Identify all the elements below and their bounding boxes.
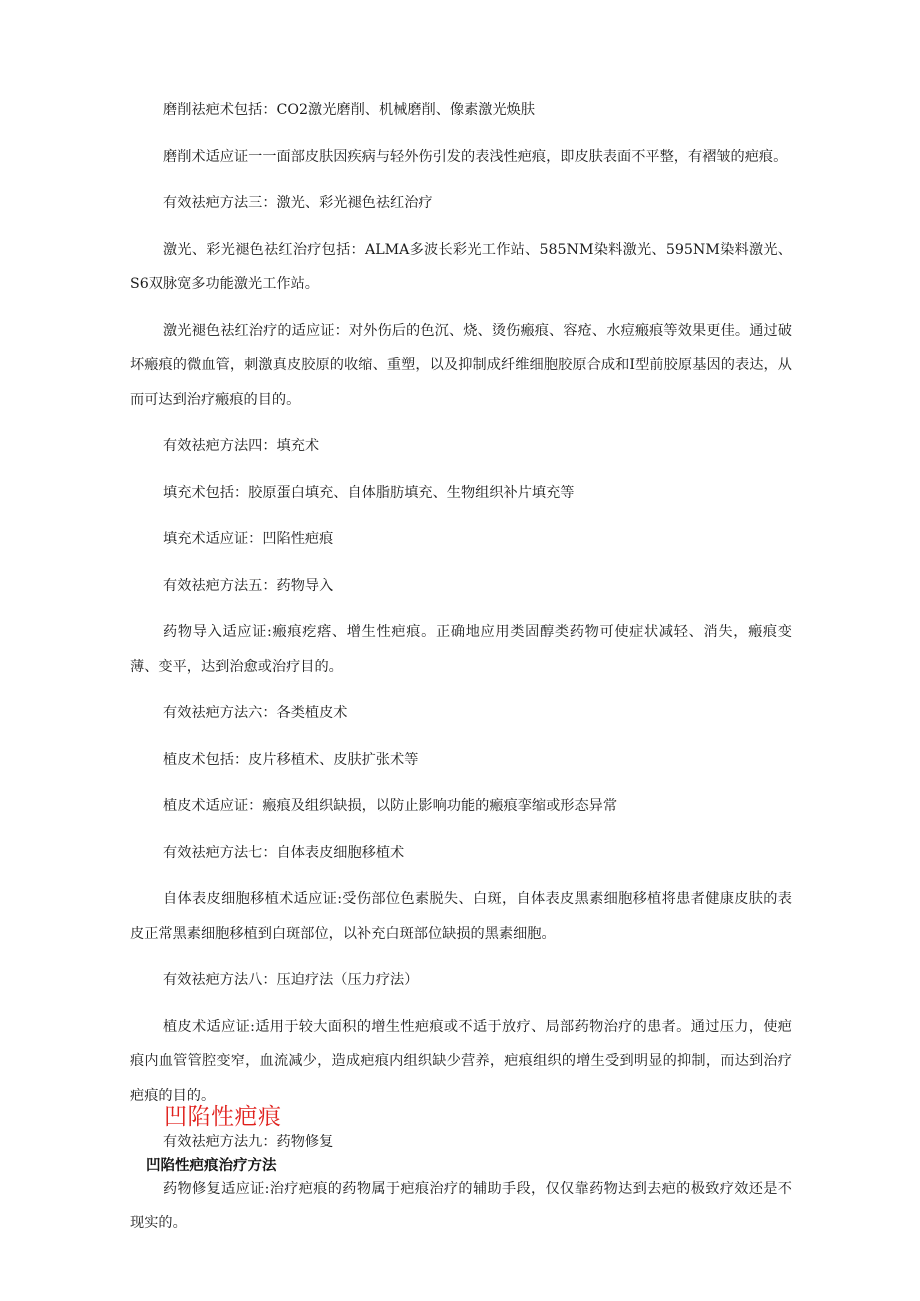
paragraph-filler-indications: 填充术适应证：凹陷性疤痕 <box>163 531 334 547</box>
paragraph-cell-transplant-indications: 自体表皮细胞移植术适应证:受伤部位色素脱失、白斑，自体表皮黑素细胞移植将患者健康皮肤的表皮正常黑素细胞移植到白斑部位，以补充白斑部位缺损的黑素细胞。 <box>130 891 792 942</box>
section-subheading: 凹陷性疤痕治疗方法 <box>146 1158 277 1174</box>
paragraph-abrasion-indications: 磨削术适应证一一面部皮肤因疾病与轻外伤引发的表浅性疤痕，即皮肤表面不平整，有褶皱的疤痕。 <box>163 148 788 165</box>
method-five-heading: 有效祛疤方法五：药物导入 <box>163 577 334 594</box>
method-nine-heading: 有效祛疤方法九：药物修复 <box>163 1134 334 1150</box>
paragraph-drug-repair-indications: 药物修复适应证:治疗疤痕的药物属于疤痕治疗的辅助手段，仅仅靠药物达到去疤的极致疗效还是不现实的。 <box>130 1180 792 1231</box>
method-six-heading: 有效祛疤方法六：各类植皮术 <box>163 705 348 721</box>
method-eight-heading: 有效祛疤方法八：压迫疗法（压力疗法） <box>163 972 419 988</box>
paragraph-drug-indications: 药物导入适应证:瘢痕疙瘩、增生性疤痕。正确地应用类固醇类药物可使症状减轻、消失，瘢痕变薄、变平，达到治愈或治疗目的。 <box>130 624 792 675</box>
method-four-heading: 有效祛疤方法四：填充术 <box>163 438 320 454</box>
document-body <box>130 93 792 1241</box>
paragraph-graft-indications: 植皮术适应证：瘢痕及组织缺损，以防止影响功能的瘢痕挛缩或形态异常 <box>163 798 618 814</box>
paragraph-pressure-indications: 植皮术适应证:适用于较大面积的增生性疤痕或不适于放疗、局部药物治疗的患者。通过压力，使疤痕内血管管腔变窄，血流减少，造成疤痕内组织缺少营养，疤痕组织的增生受到明显的抑制，而达到治疗疤痕的目的。 <box>130 1018 792 1104</box>
section-heading: 凹陷性疤痕 <box>164 1104 282 1130</box>
paragraph-filler-methods: 填充术包括：胶原蛋白填充、自体脂肪填充、生物组织补片填充等 <box>163 484 575 501</box>
paragraph-laser-indications: 激光褪色祛红治疗的适应证：对外伤后的色沉、烧、烫伤瘢痕、容疮、水痘瘢痕等效果更佳。通过破坏瘢痕的微血管，刺激真皮胶原的收缩、重塑，以及抑制成纤维细胞胶原合成和I型前胶原基因的表达，从而可达到治疗瘢痕的目的。 <box>130 322 792 408</box>
paragraph-graft-methods: 植皮术包括：皮片移植术、皮肤扩张术等 <box>163 751 419 768</box>
method-three-heading: 有效祛疤方法三：激光、彩光褪色祛红治疗 <box>163 195 433 211</box>
method-seven-heading: 有效祛疤方法七：自体表皮细胞移植术 <box>163 844 405 861</box>
paragraph-abrasion-methods: 磨削祛疤术包括：CO2激光磨削、机械磨削、像素激光焕肤 <box>163 102 536 118</box>
paragraph-laser-methods: 激光、彩光褪色祛红治疗包括：ALMA多波长彩光工作站、585NM染料激光、595NM染料激光、S6双脉宽多功能激光工作站。 <box>130 241 792 292</box>
